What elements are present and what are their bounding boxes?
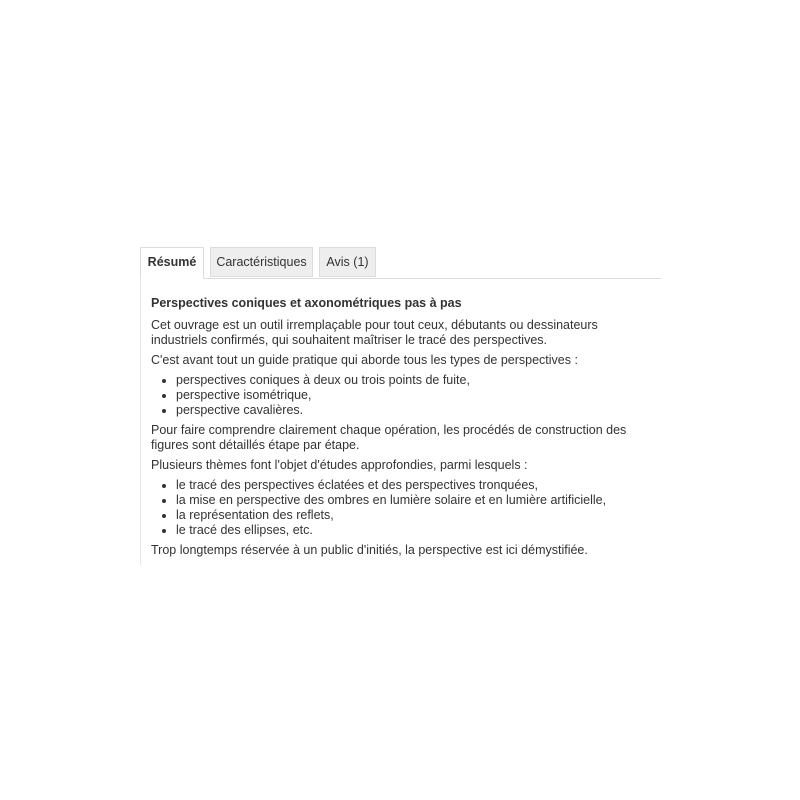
summary-themes: Plusieurs thèmes font l'objet d'études approfondies, parmi lesquels : <box>151 458 528 472</box>
list-item: • perspectives coniques à deux ou trois points de fuite, <box>176 373 651 388</box>
list-item: • le tracé des perspectives éclatées et des perspectives tronquées, <box>176 478 651 493</box>
themes-list <box>151 478 651 538</box>
list-item: • la représentation des reflets, <box>176 508 651 523</box>
summary-closing: Trop longtemps réservée à un public d'initiés, la perspective est ici démystifiée. <box>151 543 588 557</box>
product-tabs <box>140 247 661 565</box>
tab-avis[interactable]: Avis (1) <box>319 247 376 277</box>
list-item: • perspective isométrique, <box>176 388 651 403</box>
summary-guide: C'est avant tout un guide pratique qui aborde tous les types de perspectives : <box>151 353 578 367</box>
tab-bar <box>140 247 661 279</box>
tab-panel-resume <box>140 279 661 565</box>
list-item: • perspective cavalières. <box>176 403 651 418</box>
summary-title: Perspectives coniques et axonométriques pas à pas <box>151 296 462 310</box>
summary-explain: Pour faire comprendre clairement chaque opération, les procédés de construction des figures sont détaillés étape par étape. <box>151 423 627 452</box>
summary-intro: Cet ouvrage est un outil irremplaçable pour tout ceux, débutants ou dessinateurs industriels confirmés, qui souhaitent maîtriser le tracé des perspectives. <box>151 318 598 347</box>
list-item: • le tracé des ellipses, etc. <box>176 523 651 538</box>
perspective-types-list <box>151 373 651 418</box>
tab-resume[interactable]: Résumé <box>140 247 204 279</box>
list-item: • la mise en perspective des ombres en lumière solaire et en lumière artificielle, <box>176 493 651 508</box>
tab-caracteristiques[interactable]: Caractéristiques <box>210 247 313 277</box>
